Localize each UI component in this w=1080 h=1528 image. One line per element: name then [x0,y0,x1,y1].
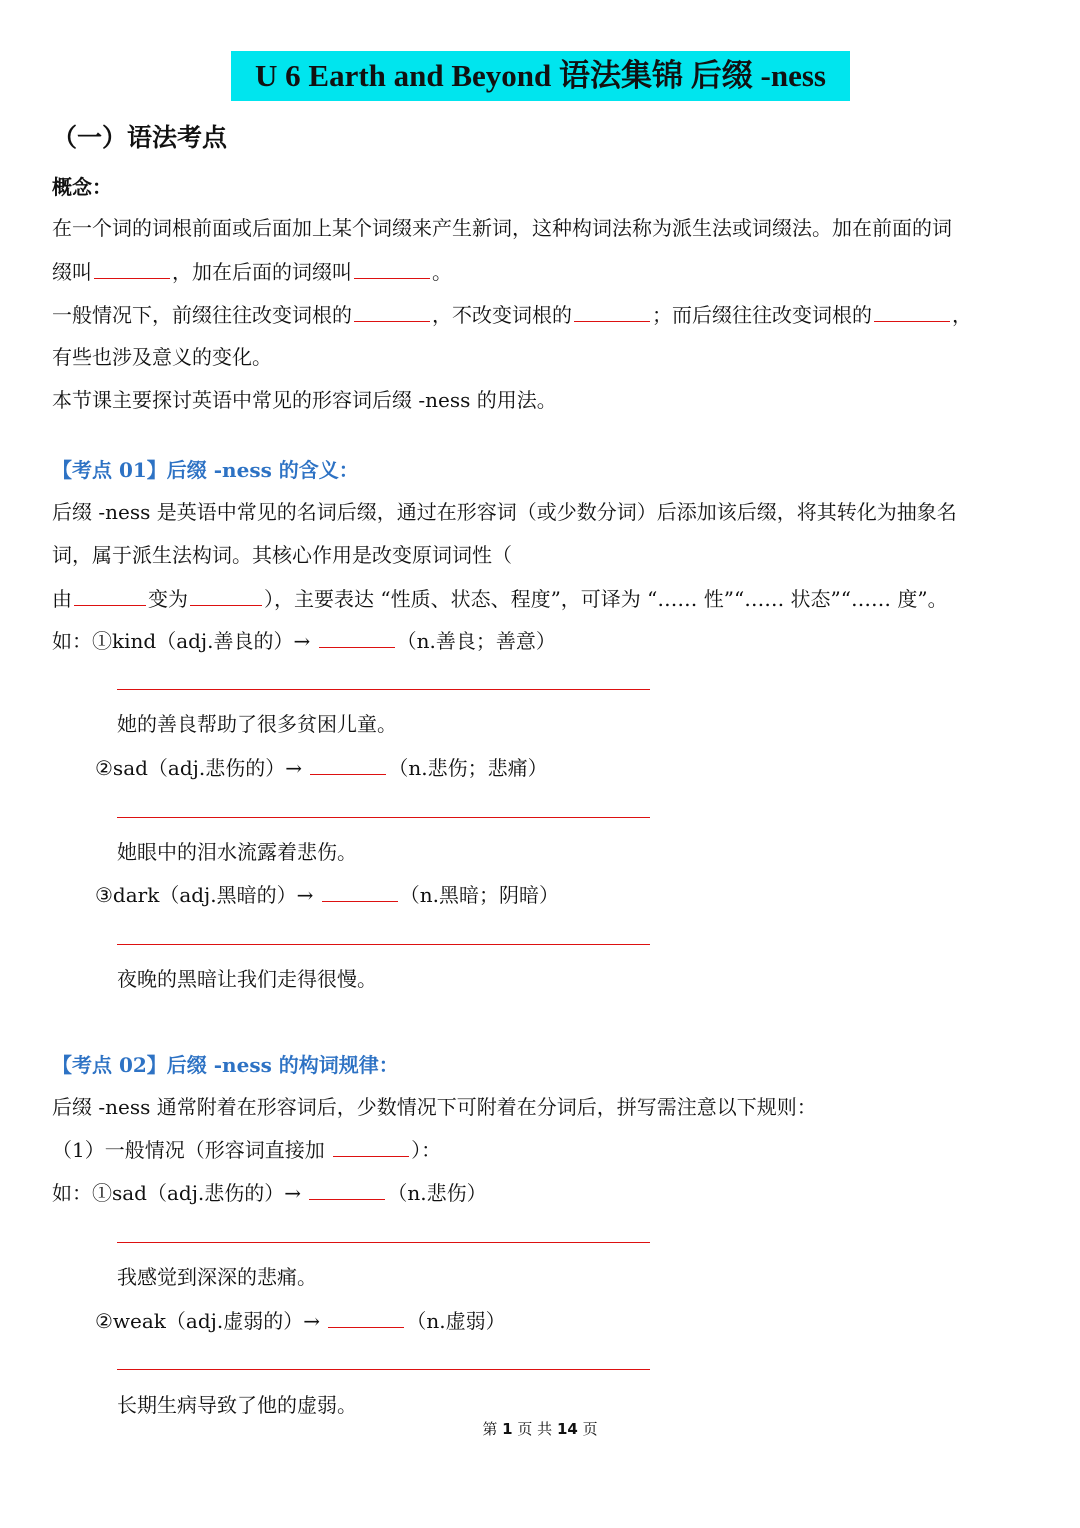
kp02-rule-1 [52,1134,441,1165]
rule-text: ）： [411,1138,442,1162]
fill-blank-weakness[interactable] [328,1305,404,1328]
answer-line-1[interactable] [117,689,650,690]
concept-line-3 [52,299,972,330]
answer-line-4[interactable] [117,1242,650,1243]
kp01-example-1-sentence: 她的善良帮助了很多贫困儿童。 [117,712,397,736]
concept-text: ， [952,303,972,327]
kp01-example-3-sentence: 夜晚的黑暗让我们走得很慢。 [117,967,377,991]
key-point-02-heading: 【考点 02】后缀 -ness 的构词规律： [52,1053,399,1077]
fill-blank-sadness-2[interactable] [309,1177,385,1200]
kp01-line-2: 词，属于派生法构词。其核心作用是改变原词词性（ [52,543,512,567]
section-heading-grammar-points: （一）语法考点 [52,123,228,152]
concept-text: ，加在后面的词缀叫 [172,260,352,284]
example-text: （n.虚弱） [406,1309,506,1333]
example-text: （n.悲伤；悲痛） [388,756,548,780]
fill-blank-darkness[interactable] [322,879,398,902]
footer-text: 页 共 [517,1420,553,1438]
example-text: ②weak（adj.虚弱的）→ [95,1309,327,1333]
fill-blank-part-of-speech[interactable] [574,299,650,322]
concept-text: 缀叫 [52,260,92,284]
fill-blank-meaning[interactable] [354,299,430,322]
kp01-line-3 [52,583,948,614]
page-title: U 6 Earth and Beyond 语法集锦 后缀 -ness [231,51,850,101]
kp01-example-1 [52,625,556,656]
fill-blank-suffix[interactable] [354,256,430,279]
total-page-count: 14 [556,1420,578,1438]
example-text: 如：①sad（adj.悲伤的）→ [52,1181,308,1205]
kp01-line-1: 后缀 -ness 是英语中常见的名词后缀，通过在形容词（或少数分词）后添加该后缀，将其转化为抽象名 [52,500,957,524]
example-text: ③dark（adj.黑暗的）→ [95,883,320,907]
concept-text: 一般情况下，前缀往往改变词根的 [52,303,352,327]
key-point-01-heading: 【考点 01】后缀 -ness 的含义： [52,458,359,482]
example-text: （n.善良；善意） [396,629,556,653]
fill-blank-prefix[interactable] [94,256,170,279]
example-text: ②sad（adj.悲伤的）→ [95,756,309,780]
kp01-text: 变为 [148,587,188,611]
concept-heading: 概念： [52,175,112,199]
answer-line-3[interactable] [117,944,650,945]
concept-text: ；而后缀往往改变词根的 [652,303,872,327]
concept-line-5: 本节课主要探讨英语中常见的形容词后缀 -ness 的用法。 [52,388,557,412]
kp01-text: ），主要表达 “性质、状态、程度”，可译为 “…… 性”“…… 状态”“…… 度”。 [264,587,948,611]
footer-text: 页 [582,1420,598,1438]
answer-line-2[interactable] [117,817,650,818]
answer-line-5[interactable] [117,1369,650,1370]
concept-line-2 [52,256,452,287]
fill-blank-from[interactable] [74,583,146,606]
example-text: （n.悲伤） [387,1181,487,1205]
fill-blank-kindness[interactable] [319,625,395,648]
rule-text: （1）一般情况（形容词直接加 [52,1138,332,1162]
kp02-example-2-sentence: 长期生病导致了他的虚弱。 [117,1393,357,1417]
footer-text: 第 [482,1420,498,1438]
kp01-example-2-sentence: 她眼中的泪水流露着悲伤。 [117,840,357,864]
kp02-example-1 [52,1177,487,1208]
concept-text: ，不改变词根的 [432,303,572,327]
kp02-line-1: 后缀 -ness 通常附着在形容词后，少数情况下可附着在分词后，拼写需注意以下规则： [52,1095,817,1119]
page-footer [0,1417,1080,1441]
kp01-example-2 [95,752,548,783]
concept-text: 。 [432,260,452,284]
kp02-example-2 [95,1305,506,1336]
kp02-example-1-sentence: 我感觉到深深的悲痛。 [117,1265,317,1289]
current-page-number: 1 [502,1420,513,1438]
kp01-example-3 [95,879,559,910]
concept-line-4: 有些也涉及意义的变化。 [52,345,272,369]
fill-blank-to[interactable] [190,583,262,606]
example-text: （n.黑暗；阴暗） [399,883,559,907]
example-text: 如：①kind（adj.善良的）→ [52,629,317,653]
fill-blank-rule-1[interactable] [333,1134,409,1157]
kp01-text: 由 [52,587,72,611]
fill-blank-part-of-speech-2[interactable] [874,299,950,322]
fill-blank-sadness[interactable] [310,752,386,775]
concept-line-1: 在一个词的词根前面或后面加上某个词缀来产生新词，这种构词法称为派生法或词缀法。加在前面的词 [52,216,952,240]
